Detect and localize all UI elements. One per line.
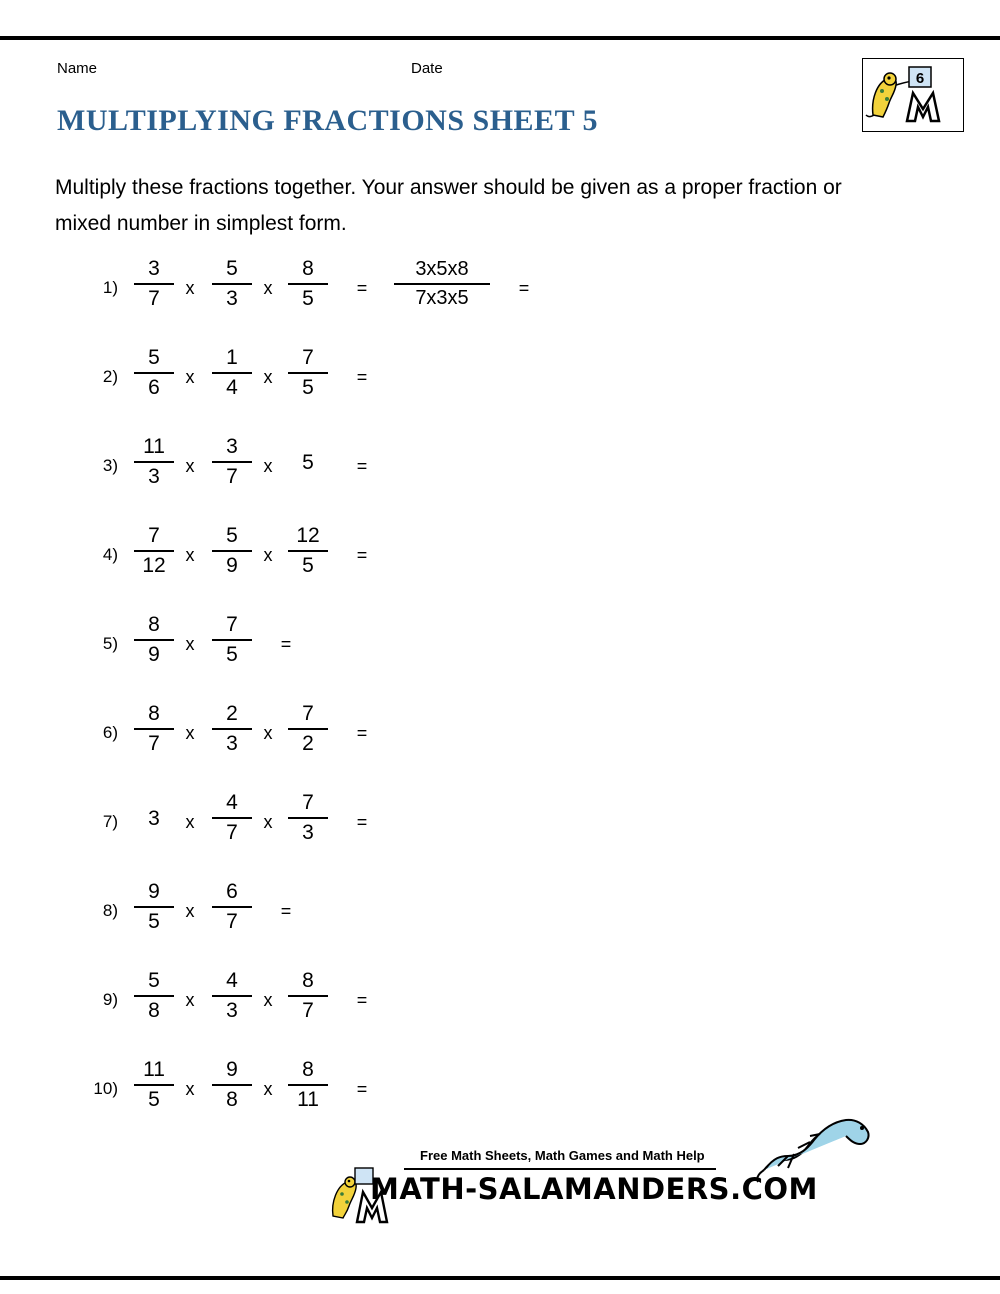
fraction bbox=[288, 1057, 328, 1113]
fraction bbox=[288, 790, 328, 846]
fraction-bar bbox=[288, 372, 328, 374]
multiply-operator: x bbox=[185, 634, 195, 654]
fraction-numerator: 8 bbox=[148, 702, 160, 725]
fraction-numerator: 7 bbox=[302, 346, 314, 369]
equals-sign: = bbox=[356, 278, 368, 298]
fraction-bar bbox=[212, 995, 252, 997]
fraction-numerator: 8 bbox=[302, 257, 314, 280]
fraction bbox=[212, 256, 252, 312]
fraction-numerator: 5 bbox=[148, 346, 160, 369]
fraction-bar bbox=[212, 639, 252, 641]
fraction-bar bbox=[288, 550, 328, 552]
fraction-numerator: 7 bbox=[302, 791, 314, 814]
footer-divider bbox=[404, 1168, 716, 1170]
fraction-numerator: 12 bbox=[296, 524, 320, 547]
fraction-numerator: 5 bbox=[226, 524, 238, 547]
fraction-bar bbox=[288, 817, 328, 819]
equals-sign: = bbox=[356, 367, 368, 387]
problem-term bbox=[272, 790, 344, 846]
fraction-denominator: 5 bbox=[302, 376, 314, 399]
fraction-denominator: 5 bbox=[148, 1088, 160, 1111]
worked-denominator: 7x3x5 bbox=[415, 287, 469, 309]
fraction-numerator: 3 bbox=[148, 257, 160, 280]
fraction-denominator: 8 bbox=[148, 999, 160, 1022]
fraction bbox=[212, 790, 252, 846]
fraction-bar bbox=[212, 728, 252, 730]
problem-number: 3) bbox=[102, 456, 118, 475]
fraction bbox=[134, 345, 174, 401]
equals-sign: = bbox=[280, 901, 292, 921]
fraction bbox=[134, 1057, 174, 1113]
fraction bbox=[212, 612, 252, 668]
fraction-numerator: 8 bbox=[148, 613, 160, 636]
multiply-operator: x bbox=[263, 723, 273, 743]
fraction-bar bbox=[134, 728, 174, 730]
fraction-denominator: 7 bbox=[226, 821, 238, 844]
multiply-operator: x bbox=[185, 990, 195, 1010]
fraction-bar bbox=[212, 283, 252, 285]
equals-sign: = bbox=[356, 812, 368, 832]
fraction-denominator: 9 bbox=[226, 554, 238, 577]
fraction bbox=[212, 1057, 252, 1113]
fraction-bar bbox=[212, 372, 252, 374]
multiply-operator: x bbox=[185, 1079, 195, 1099]
problem-number: 10) bbox=[93, 1079, 118, 1098]
fraction bbox=[134, 701, 174, 757]
problem-row bbox=[0, 339, 1000, 428]
problem-number: 1) bbox=[102, 278, 118, 297]
fraction-denominator: 3 bbox=[226, 732, 238, 755]
equals-sign: = bbox=[356, 990, 368, 1010]
fraction bbox=[212, 879, 252, 935]
salamander-logo-box bbox=[862, 58, 964, 132]
equals-sign: = bbox=[356, 723, 368, 743]
fraction-denominator: 5 bbox=[302, 287, 314, 310]
fraction-numerator: 8 bbox=[302, 1058, 314, 1081]
problem-term bbox=[272, 345, 344, 401]
fraction-denominator: 4 bbox=[226, 376, 238, 399]
fraction-denominator: 2 bbox=[302, 732, 314, 755]
problem-term bbox=[272, 1057, 344, 1113]
whole-number: 5 bbox=[302, 451, 314, 474]
fraction bbox=[212, 968, 252, 1024]
fraction-numerator: 7 bbox=[148, 524, 160, 547]
fraction-denominator: 12 bbox=[142, 554, 166, 577]
fraction-numerator: 11 bbox=[143, 435, 165, 458]
fraction-denominator: 9 bbox=[148, 643, 160, 666]
multiply-operator: x bbox=[263, 990, 273, 1010]
fraction bbox=[134, 879, 174, 935]
equals-sign: = bbox=[280, 634, 292, 654]
fraction bbox=[288, 523, 328, 579]
fraction-numerator: 7 bbox=[226, 613, 238, 636]
fraction-numerator: 5 bbox=[148, 969, 160, 992]
fraction-numerator: 6 bbox=[226, 880, 238, 903]
fraction-bar bbox=[288, 728, 328, 730]
fraction bbox=[288, 345, 328, 401]
fraction-numerator: 2 bbox=[226, 702, 238, 725]
fraction-bar bbox=[134, 906, 174, 908]
fraction-denominator: 7 bbox=[302, 999, 314, 1022]
multiply-operator: x bbox=[263, 456, 273, 476]
multiply-operator: x bbox=[185, 456, 195, 476]
problem-number: 2) bbox=[102, 367, 118, 386]
fraction bbox=[134, 256, 174, 312]
multiply-operator: x bbox=[263, 367, 273, 387]
fraction-bar bbox=[134, 372, 174, 374]
fraction-denominator: 3 bbox=[302, 821, 314, 844]
fraction bbox=[212, 434, 252, 490]
multiply-operator: x bbox=[263, 278, 273, 298]
problem-term bbox=[272, 434, 344, 491]
fraction-denominator: 7 bbox=[148, 287, 160, 310]
fraction-bar bbox=[134, 461, 174, 463]
fraction-denominator: 7 bbox=[148, 732, 160, 755]
problem-row bbox=[0, 517, 1000, 606]
fraction-numerator: 4 bbox=[226, 791, 238, 814]
page-footer bbox=[0, 1140, 1000, 1260]
fraction-numerator: 5 bbox=[226, 257, 238, 280]
fraction-denominator: 3 bbox=[148, 465, 160, 488]
equals-sign: = bbox=[356, 1079, 368, 1099]
fraction-bar bbox=[134, 995, 174, 997]
fraction-bar bbox=[134, 283, 174, 285]
problem-row bbox=[0, 695, 1000, 784]
fraction-bar bbox=[212, 1084, 252, 1086]
name-label: Name bbox=[57, 60, 98, 77]
fraction bbox=[134, 968, 174, 1024]
fraction-bar bbox=[288, 283, 328, 285]
fraction bbox=[288, 256, 328, 312]
equals-sign: = bbox=[356, 545, 368, 565]
fraction-bar bbox=[134, 1084, 174, 1086]
multiply-operator: x bbox=[185, 545, 195, 565]
fraction bbox=[134, 434, 174, 490]
fraction bbox=[212, 523, 252, 579]
fraction-denominator: 8 bbox=[226, 1088, 238, 1111]
multiply-operator: x bbox=[263, 1079, 273, 1099]
fraction-numerator: 7 bbox=[302, 702, 314, 725]
multiply-operator: x bbox=[185, 367, 195, 387]
fraction bbox=[134, 612, 174, 668]
fraction-numerator: 4 bbox=[226, 969, 238, 992]
problem-number: 8) bbox=[102, 901, 118, 920]
multiply-operator: x bbox=[263, 545, 273, 565]
fraction-denominator: 6 bbox=[148, 376, 160, 399]
header-fields bbox=[0, 60, 1000, 84]
fraction-denominator: 5 bbox=[148, 910, 160, 933]
fraction-numerator: 8 bbox=[302, 969, 314, 992]
worked-fraction bbox=[372, 256, 512, 312]
fraction bbox=[212, 701, 252, 757]
problem-row bbox=[0, 873, 1000, 962]
fraction-denominator: 7 bbox=[226, 910, 238, 933]
equals-sign: = bbox=[356, 456, 368, 476]
fraction bbox=[212, 345, 252, 401]
salamander-logo-icon bbox=[863, 59, 963, 131]
fraction bbox=[288, 968, 328, 1024]
problem-row bbox=[0, 784, 1000, 873]
fraction-numerator: 3 bbox=[226, 435, 238, 458]
footer-brand: MATH-SALAMANDERS.COM bbox=[370, 1172, 818, 1206]
fraction-bar bbox=[288, 995, 328, 997]
problem-term bbox=[196, 612, 268, 668]
fraction-numerator: 1 bbox=[226, 346, 238, 369]
fraction-denominator: 3 bbox=[226, 999, 238, 1022]
problem-term bbox=[272, 968, 344, 1024]
fraction-bar bbox=[134, 639, 174, 641]
fraction-bar bbox=[212, 817, 252, 819]
problem-term bbox=[272, 256, 344, 312]
fraction-denominator: 3 bbox=[226, 287, 238, 310]
grade-badge-number: 6 bbox=[915, 70, 925, 87]
fraction-denominator: 5 bbox=[226, 643, 238, 666]
fraction-bar bbox=[288, 1084, 328, 1086]
problem-number: 4) bbox=[102, 545, 118, 564]
bottom-divider bbox=[0, 1276, 1000, 1280]
fraction-denominator: 5 bbox=[302, 554, 314, 577]
multiply-operator: x bbox=[263, 812, 273, 832]
fraction-numerator: 9 bbox=[226, 1058, 238, 1081]
problem-number: 9) bbox=[102, 990, 118, 1009]
problem-list bbox=[0, 250, 1000, 1140]
top-divider bbox=[0, 36, 1000, 40]
problem-row bbox=[0, 962, 1000, 1051]
problem-number: 5) bbox=[102, 634, 118, 653]
worked-numerator: 3x5x8 bbox=[415, 258, 469, 280]
page-title: MULTIPLYING FRACTIONS SHEET 5 bbox=[57, 104, 599, 137]
fraction bbox=[134, 523, 174, 579]
fraction-bar bbox=[212, 906, 252, 908]
date-label: Date bbox=[411, 60, 443, 77]
footer-tagline: Free Math Sheets, Math Games and Math Help bbox=[420, 1148, 705, 1163]
instructions-text: Multiply these fractions together. Your answer should be given as a proper fraction or mixed number in simplest form. bbox=[55, 176, 842, 235]
multiply-operator: x bbox=[185, 723, 195, 743]
problem-row bbox=[0, 250, 1000, 339]
problem-row bbox=[0, 606, 1000, 695]
fraction-denominator: 11 bbox=[297, 1088, 319, 1111]
whole-number: 3 bbox=[148, 807, 160, 830]
multiply-operator: x bbox=[185, 812, 195, 832]
answer-equals-sign: = bbox=[518, 278, 530, 298]
fraction-numerator: 9 bbox=[148, 880, 160, 903]
multiply-operator: x bbox=[185, 278, 195, 298]
fraction-bar bbox=[134, 550, 174, 552]
problem-number: 7) bbox=[102, 812, 118, 831]
fraction bbox=[288, 701, 328, 757]
fraction-bar bbox=[212, 461, 252, 463]
problem-row bbox=[0, 428, 1000, 517]
fraction-numerator: 11 bbox=[143, 1058, 165, 1081]
problem-number: 6) bbox=[102, 723, 118, 742]
fraction-bar bbox=[212, 550, 252, 552]
problem-term bbox=[272, 701, 344, 757]
problem-term bbox=[272, 523, 344, 579]
fraction-denominator: 7 bbox=[226, 465, 238, 488]
multiply-operator: x bbox=[185, 901, 195, 921]
problem-term bbox=[196, 879, 268, 935]
